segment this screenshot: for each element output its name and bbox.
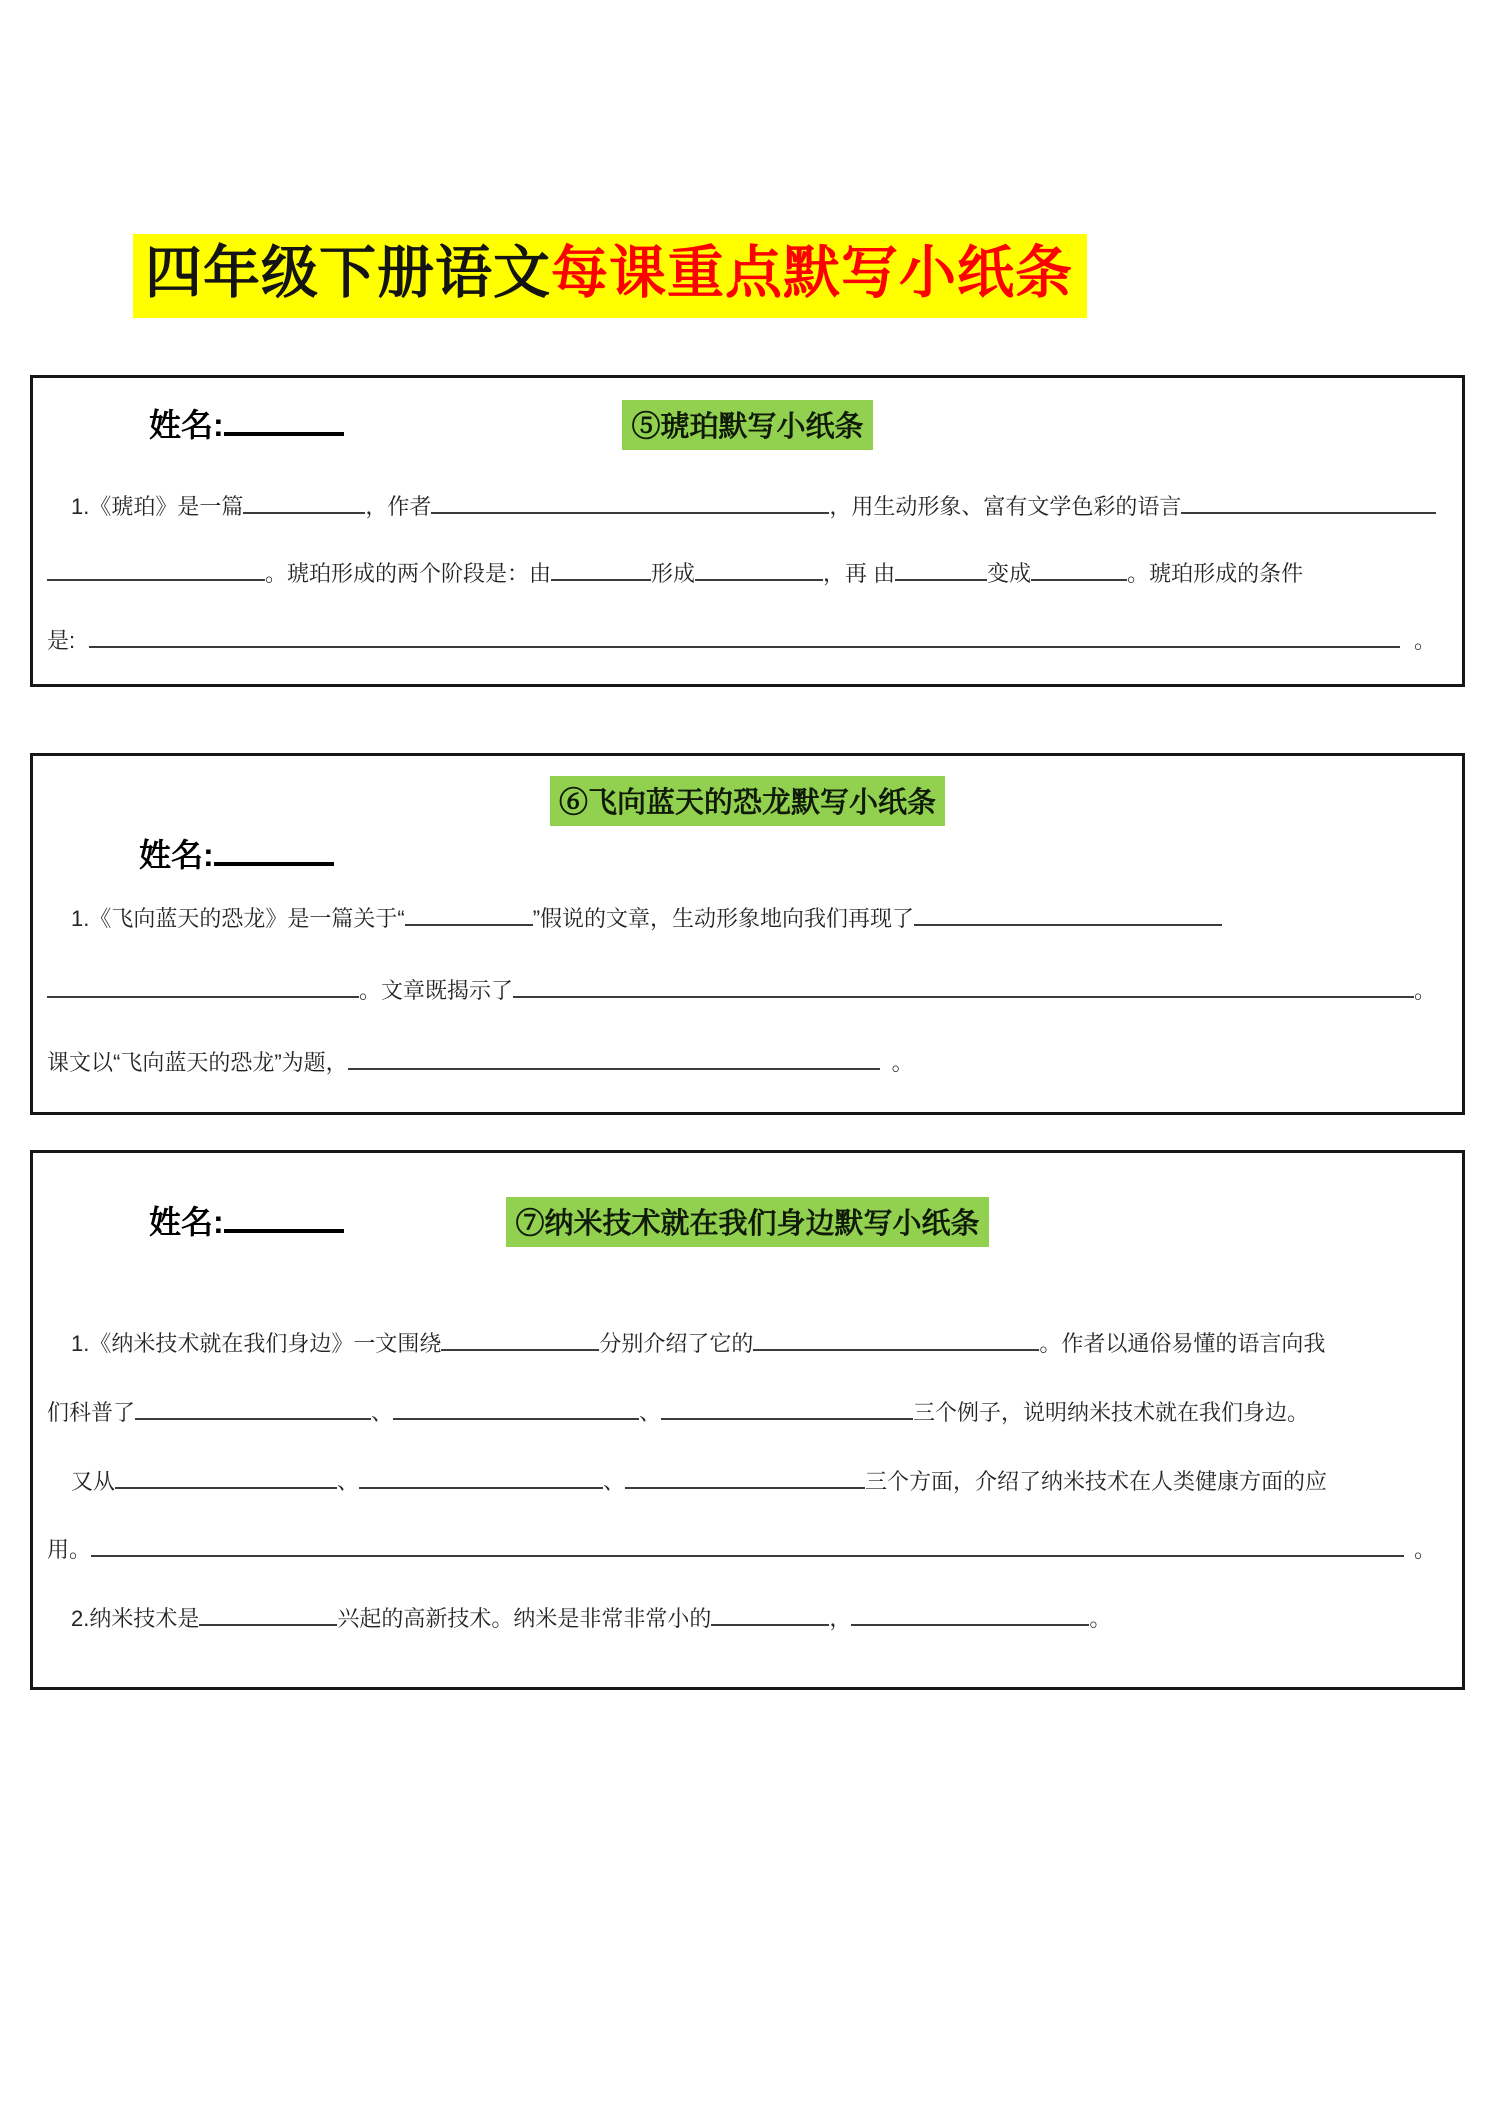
text-line <box>47 559 1436 590</box>
fill-blank <box>851 1622 1089 1626</box>
section-body <box>33 1329 1462 1635</box>
text-segment: 、 <box>371 1399 394 1425</box>
text-segment: 2.纳米技术是 <box>71 1606 200 1632</box>
text-segment: 。 <box>1413 1537 1436 1563</box>
fill-blank <box>243 510 365 514</box>
fill-blank <box>1181 510 1436 514</box>
text-segment: 。 <box>1413 627 1436 653</box>
text-segment: 分别介绍了它的 <box>599 1331 754 1356</box>
fill-blank <box>89 644 1400 648</box>
text-line <box>47 492 1436 523</box>
text-segment: ，再 由 <box>823 560 896 586</box>
name-field <box>139 830 334 876</box>
fill-blank <box>115 1485 337 1489</box>
fill-blank <box>661 1416 913 1420</box>
section-heading: ⑤琥珀默写小纸条 <box>622 400 872 450</box>
fill-blank <box>441 1347 599 1351</box>
text-segment: ， <box>829 1606 852 1632</box>
page-title <box>133 234 1087 318</box>
fill-blank <box>359 1485 603 1489</box>
worksheet-section-dinosaur <box>30 753 1465 1115</box>
section-heading: ⑦纳米技术就在我们身边默写小纸条 <box>506 1197 988 1247</box>
text-segment: 。琥珀形成的条件 <box>1127 560 1304 586</box>
name-field <box>149 1197 344 1243</box>
worksheet-section-nanotech <box>30 1150 1465 1690</box>
section-header <box>33 1197 1462 1255</box>
name-field <box>149 400 344 446</box>
text-line <box>47 1398 1436 1429</box>
text-line <box>47 1048 1436 1079</box>
fill-blank <box>895 577 987 581</box>
text-line <box>47 976 1436 1007</box>
text-segment: 。 <box>1413 977 1436 1003</box>
text-segment: 1.《纳米技术就在我们身边》一文围绕 <box>71 1331 442 1356</box>
name-label: 姓名: <box>139 837 214 873</box>
text-segment: 。 <box>1089 1606 1112 1632</box>
page-title-red-part: 每课重点默写小纸条 <box>551 241 1073 305</box>
name-blank-line <box>224 1225 344 1233</box>
section-heading: ⑥飞向蓝天的恐龙默写小纸条 <box>550 776 945 826</box>
text-segment: 1.《飞向蓝天的恐龙》是一篇关于“ <box>71 906 405 931</box>
text-segment: 、 <box>337 1468 360 1494</box>
name-blank-line <box>214 858 334 866</box>
text-line <box>47 1329 1436 1360</box>
fill-blank <box>513 994 1414 998</box>
text-segment: 。文章既揭示了 <box>359 977 514 1003</box>
fill-blank <box>625 1485 865 1489</box>
text-segment: 课文以“飞向蓝天的恐龙”为题， <box>47 1049 348 1075</box>
text-line <box>47 1535 1436 1566</box>
fill-blank <box>405 922 533 926</box>
page-title-black-part: 四年级下册语文 <box>145 241 551 305</box>
text-segment: 。 <box>891 1049 914 1075</box>
section-body <box>33 492 1462 656</box>
text-segment: 。琥珀形成的两个阶段是：由 <box>265 560 552 586</box>
name-label: 姓名: <box>149 407 224 443</box>
fill-blank <box>91 1553 1404 1557</box>
text-segment: 、 <box>639 1399 662 1425</box>
name-label: 姓名: <box>149 1204 224 1240</box>
text-segment: 用。 <box>47 1537 92 1563</box>
fill-blank <box>431 510 829 514</box>
fill-blank <box>348 1066 880 1070</box>
text-segment: ”假说的文章，生动形象地向我们再现了 <box>532 906 915 931</box>
fill-blank <box>695 577 823 581</box>
text-segment: 变成 <box>987 560 1032 586</box>
text-line <box>47 626 1436 657</box>
fill-blank <box>47 577 265 581</box>
text-segment: 形成 <box>651 560 696 586</box>
section-header <box>33 776 1462 826</box>
text-segment: 们科普了 <box>47 1399 136 1425</box>
text-segment: 是: <box>47 627 76 653</box>
section-header <box>33 400 1462 452</box>
text-line <box>47 1604 1436 1635</box>
name-row <box>33 830 1462 880</box>
text-segment: ，作者 <box>365 494 432 519</box>
name-blank-line <box>224 428 344 436</box>
text-segment: ，用生动形象、富有文学色彩的语言 <box>829 494 1182 519</box>
fill-blank <box>47 994 359 998</box>
text-line <box>47 1467 1436 1498</box>
fill-blank <box>753 1347 1039 1351</box>
text-segment: 又从 <box>71 1468 116 1494</box>
text-segment: 三个方面，介绍了纳米技术在人类健康方面的应 <box>865 1468 1328 1494</box>
fill-blank <box>393 1416 639 1420</box>
text-segment: 三个例子，说明纳米技术就在我们身边。 <box>913 1399 1310 1425</box>
fill-blank <box>551 577 651 581</box>
worksheet-section-amber <box>30 375 1465 687</box>
fill-blank <box>1031 577 1127 581</box>
text-segment: 1.《琥珀》是一篇 <box>71 494 244 519</box>
fill-blank <box>914 922 1222 926</box>
text-segment: 、 <box>603 1468 626 1494</box>
fill-blank <box>711 1622 829 1626</box>
section-body <box>33 904 1462 1078</box>
fill-blank <box>199 1622 337 1626</box>
text-segment: 兴起的高新技术。纳米是非常非常小的 <box>337 1606 712 1632</box>
text-segment: 。作者以通俗易懂的语言向我 <box>1039 1331 1326 1356</box>
text-line <box>47 904 1436 935</box>
fill-blank <box>135 1416 371 1420</box>
